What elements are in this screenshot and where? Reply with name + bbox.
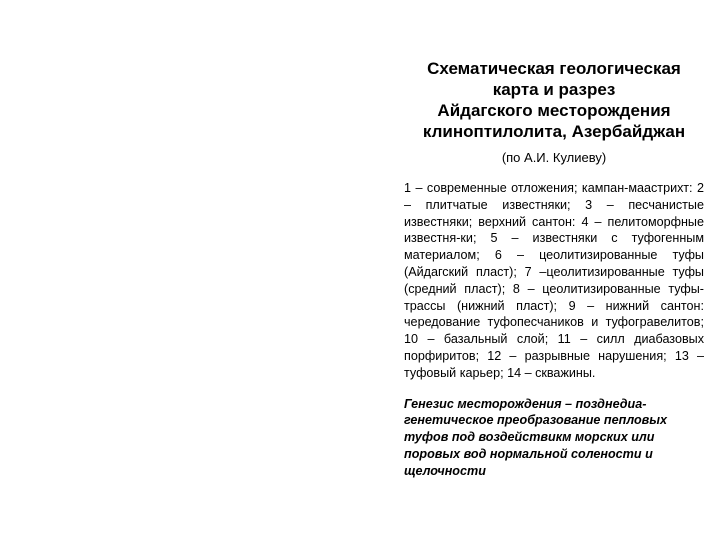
genesis-text: Генезис месторождения – позднедиа-генетическое преобразование пепловых туфов под воздействикм морских или поровых вод нормальной солености и щелочности — [404, 396, 668, 478]
legend-text: 1 – современные отложения; кампан-маастрихт: 2 – плитчатые известняки; 3 – песчанистые известняки; верхний сантон: 4 – пелитоморфные известня-ки; 5 – известняки с туфогенным материалом; 6 – цеолитизированные туфы (Айдагский пласт); 7 –цеолитизированные туфы (средний пласт); 8 – цеолитизированные туфы-трассы (нижний пласт); 9 – нижний сантон: чередование туфопесчаников и туфогравелитов; 10 – базальный слой; 11 – силл диабазовых порфиритов; 12 – разрывные нарушения; 13 – туфовый карьер; 14 – скважины. — [404, 181, 704, 380]
slide-title: Схематическая геологическая карта и разрез Айдагского месторождения клиноптилолита, Азербайджан — [422, 59, 686, 141]
author-credit: (по А.И. Кулиеву) — [501, 150, 607, 165]
text-column — [404, 58, 704, 480]
